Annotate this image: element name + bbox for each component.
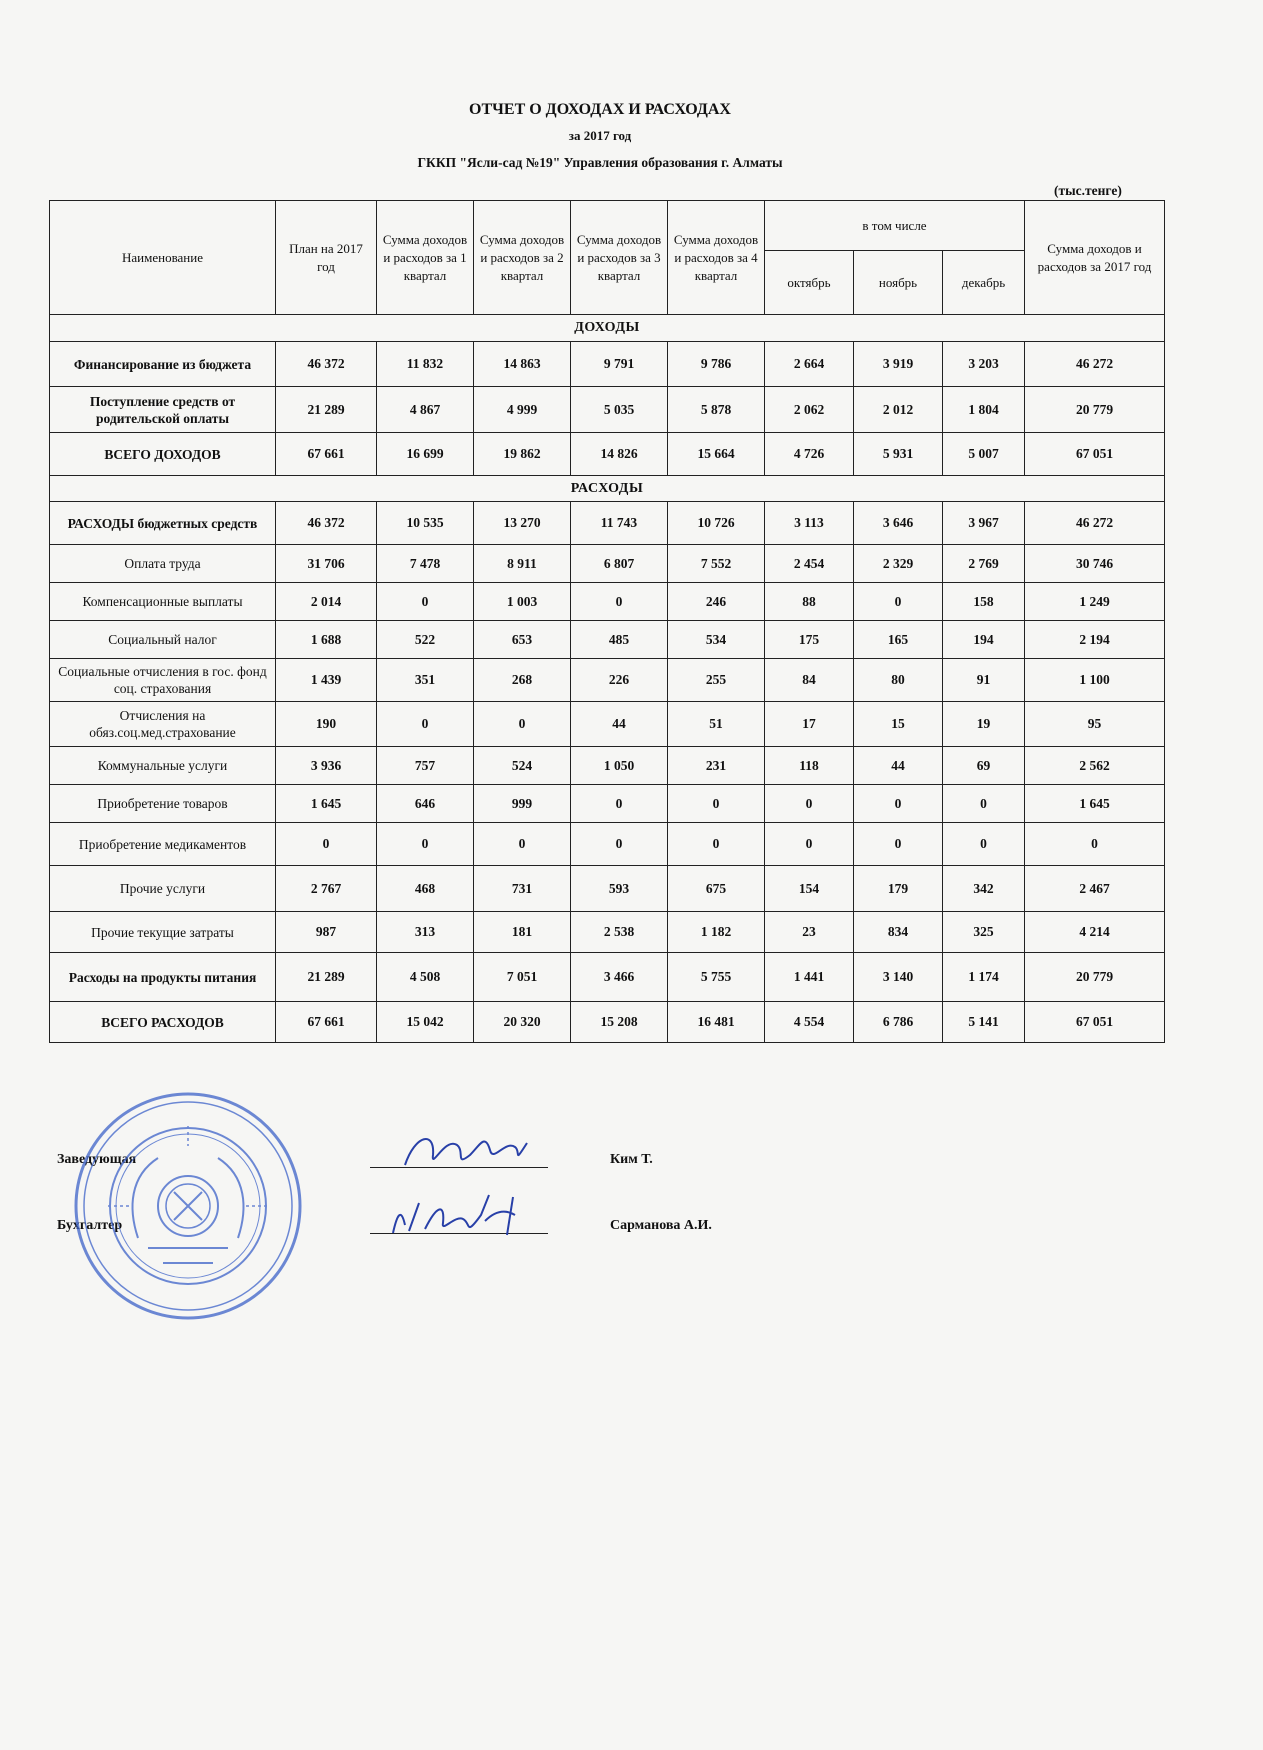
table-row <box>50 953 1165 1002</box>
cell-value: 1 804 <box>943 387 1025 433</box>
table-row <box>50 866 1165 912</box>
header-q2: Сумма доходов и расходов за 2 квартал <box>474 201 571 315</box>
header-november: ноябрь <box>854 251 943 315</box>
cell-value: 19 862 <box>474 433 571 476</box>
report-period: за 2017 год <box>568 128 632 143</box>
income-expense-table <box>49 200 1165 1043</box>
cell-value: 999 <box>474 785 571 823</box>
cell-value: 1 249 <box>1025 583 1165 621</box>
organization-name: ГККП "Ясли-сад №19" Управления образования г. Алматы <box>417 155 783 170</box>
cell-value: 3 967 <box>943 502 1025 545</box>
cell-value: 0 <box>943 785 1025 823</box>
report-title: ОТЧЕТ О ДОХОДАХ И РАСХОДАХ <box>469 101 731 118</box>
cell-value: 1 645 <box>1025 785 1165 823</box>
cell-value: 7 051 <box>474 953 571 1002</box>
row-name: Социальный налог <box>50 621 276 659</box>
cell-value: 1 441 <box>765 953 854 1002</box>
cell-value: 80 <box>854 659 943 702</box>
cell-value: 13 270 <box>474 502 571 545</box>
cell-value: 181 <box>474 912 571 953</box>
cell-value: 0 <box>765 785 854 823</box>
cell-value: 313 <box>377 912 474 953</box>
row-name: Отчисления на обяз.соц.мед.страхование <box>50 702 276 747</box>
cell-value: 10 726 <box>668 502 765 545</box>
cell-value: 1 688 <box>276 621 377 659</box>
cell-value: 6 786 <box>854 1002 943 1043</box>
cell-value: 9 791 <box>571 342 668 387</box>
cell-value: 2 562 <box>1025 747 1165 785</box>
cell-value: 46 372 <box>276 342 377 387</box>
table-row <box>50 583 1165 621</box>
table-row <box>50 785 1165 823</box>
cell-value: 1 182 <box>668 912 765 953</box>
cell-value: 11 743 <box>571 502 668 545</box>
units-label: (тыс.тенге) <box>1054 183 1122 198</box>
cell-value: 0 <box>571 823 668 866</box>
income-section-header <box>50 315 1165 342</box>
cell-value: 20 779 <box>1025 387 1165 433</box>
cell-value: 325 <box>943 912 1025 953</box>
row-name: Расходы на продукты питания <box>50 953 276 1002</box>
cell-value: 3 936 <box>276 747 377 785</box>
cell-value: 987 <box>276 912 377 953</box>
cell-value: 21 289 <box>276 953 377 1002</box>
cell-value: 757 <box>377 747 474 785</box>
cell-value: 226 <box>571 659 668 702</box>
table-row <box>50 702 1165 747</box>
cell-value: 593 <box>571 866 668 912</box>
income-section-header-label: ДОХОДЫ <box>50 315 1165 342</box>
row-name: Компенсационные выплаты <box>50 583 276 621</box>
cell-value: 2 467 <box>1025 866 1165 912</box>
cell-value: 190 <box>276 702 377 747</box>
cell-value: 0 <box>854 823 943 866</box>
cell-value: 44 <box>571 702 668 747</box>
cell-value: 646 <box>377 785 474 823</box>
cell-value: 0 <box>474 823 571 866</box>
cell-value: 675 <box>668 866 765 912</box>
cell-value: 0 <box>854 583 943 621</box>
cell-value: 0 <box>377 823 474 866</box>
head-label: Заведующая <box>57 1152 137 1167</box>
row-name: ВСЕГО ДОХОДОВ <box>50 433 276 476</box>
table-row <box>50 502 1165 545</box>
table-row <box>50 545 1165 583</box>
row-name: Поступление средств от родительской оплаты <box>50 387 276 433</box>
official-stamp <box>68 1088 308 1324</box>
cell-value: 342 <box>943 866 1025 912</box>
cell-value: 31 706 <box>276 545 377 583</box>
cell-value: 1 439 <box>276 659 377 702</box>
cell-value: 158 <box>943 583 1025 621</box>
cell-value: 524 <box>474 747 571 785</box>
cell-value: 5 878 <box>668 387 765 433</box>
cell-value: 175 <box>765 621 854 659</box>
accountant-label: Бухгалтер <box>57 1218 123 1233</box>
cell-value: 23 <box>765 912 854 953</box>
table-row <box>50 387 1165 433</box>
cell-value: 0 <box>276 823 377 866</box>
cell-value: 1 050 <box>571 747 668 785</box>
cell-value: 653 <box>474 621 571 659</box>
cell-value: 3 466 <box>571 953 668 1002</box>
cell-value: 88 <box>765 583 854 621</box>
cell-value: 9 786 <box>668 342 765 387</box>
cell-value: 17 <box>765 702 854 747</box>
cell-value: 1 645 <box>276 785 377 823</box>
row-name: Прочие услуги <box>50 866 276 912</box>
cell-value: 351 <box>377 659 474 702</box>
cell-value: 0 <box>943 823 1025 866</box>
cell-value: 4 508 <box>377 953 474 1002</box>
cell-value: 0 <box>854 785 943 823</box>
cell-value: 46 272 <box>1025 502 1165 545</box>
cell-value: 67 661 <box>276 1002 377 1043</box>
table-row <box>50 342 1165 387</box>
cell-value: 14 826 <box>571 433 668 476</box>
cell-value: 194 <box>943 621 1025 659</box>
cell-value: 3 140 <box>854 953 943 1002</box>
cell-value: 0 <box>668 823 765 866</box>
row-name: Финансирование из бюджета <box>50 342 276 387</box>
cell-value: 4 999 <box>474 387 571 433</box>
cell-value: 3 203 <box>943 342 1025 387</box>
cell-value: 95 <box>1025 702 1165 747</box>
cell-value: 16 699 <box>377 433 474 476</box>
cell-value: 0 <box>668 785 765 823</box>
header-q4: Сумма доходов и расходов за 4 квартал <box>668 201 765 315</box>
cell-value: 468 <box>377 866 474 912</box>
header-q1: Сумма доходов и расходов за 1 квартал <box>377 201 474 315</box>
cell-value: 16 481 <box>668 1002 765 1043</box>
cell-value: 5 931 <box>854 433 943 476</box>
cell-value: 19 <box>943 702 1025 747</box>
expense-section-header-label: РАСХОДЫ <box>50 476 1165 502</box>
cell-value: 5 035 <box>571 387 668 433</box>
cell-value: 69 <box>943 747 1025 785</box>
cell-value: 165 <box>854 621 943 659</box>
cell-value: 0 <box>1025 823 1165 866</box>
cell-value: 231 <box>668 747 765 785</box>
table-row <box>50 747 1165 785</box>
cell-value: 4 867 <box>377 387 474 433</box>
cell-value: 2 014 <box>276 583 377 621</box>
cell-value: 2 329 <box>854 545 943 583</box>
cell-value: 5 755 <box>668 953 765 1002</box>
cell-value: 5 007 <box>943 433 1025 476</box>
cell-value: 3 919 <box>854 342 943 387</box>
cell-value: 246 <box>668 583 765 621</box>
row-name: Прочие текущие затраты <box>50 912 276 953</box>
cell-value: 2 538 <box>571 912 668 953</box>
table-row <box>50 823 1165 866</box>
cell-value: 10 535 <box>377 502 474 545</box>
cell-value: 731 <box>474 866 571 912</box>
cell-value: 30 746 <box>1025 545 1165 583</box>
cell-value: 1 003 <box>474 583 571 621</box>
cell-value: 15 <box>854 702 943 747</box>
accountant-name: Сарманова А.И. <box>610 1218 712 1233</box>
cell-value: 11 832 <box>377 342 474 387</box>
cell-value: 534 <box>668 621 765 659</box>
cell-value: 0 <box>474 702 571 747</box>
head-name: Ким Т. <box>610 1152 653 1167</box>
head-signature <box>395 1125 535 1175</box>
cell-value: 67 051 <box>1025 433 1165 476</box>
cell-value: 834 <box>854 912 943 953</box>
cell-value: 46 272 <box>1025 342 1165 387</box>
row-name: Приобретение медикаментов <box>50 823 276 866</box>
cell-value: 2 194 <box>1025 621 1165 659</box>
cell-value: 4 214 <box>1025 912 1165 953</box>
table-row <box>50 621 1165 659</box>
cell-value: 46 372 <box>276 502 377 545</box>
row-name: Оплата труда <box>50 545 276 583</box>
cell-value: 154 <box>765 866 854 912</box>
cell-value: 91 <box>943 659 1025 702</box>
cell-value: 0 <box>377 583 474 621</box>
cell-value: 4 726 <box>765 433 854 476</box>
header-name: Наименование <box>50 201 276 315</box>
cell-value: 0 <box>571 785 668 823</box>
cell-value: 20 320 <box>474 1002 571 1043</box>
cell-value: 84 <box>765 659 854 702</box>
cell-value: 14 863 <box>474 342 571 387</box>
cell-value: 179 <box>854 866 943 912</box>
cell-value: 2 769 <box>943 545 1025 583</box>
cell-value: 44 <box>854 747 943 785</box>
cell-value: 51 <box>668 702 765 747</box>
cell-value: 67 051 <box>1025 1002 1165 1043</box>
cell-value: 2 062 <box>765 387 854 433</box>
cell-value: 20 779 <box>1025 953 1165 1002</box>
cell-value: 6 807 <box>571 545 668 583</box>
row-name: Коммунальные услуги <box>50 747 276 785</box>
cell-value: 3 113 <box>765 502 854 545</box>
row-name: Социальные отчисления в гос. фонд соц. страхования <box>50 659 276 702</box>
header-december: декабрь <box>943 251 1025 315</box>
cell-value: 0 <box>377 702 474 747</box>
table-row <box>50 912 1165 953</box>
cell-value: 485 <box>571 621 668 659</box>
cell-value: 522 <box>377 621 474 659</box>
row-name: Приобретение товаров <box>50 785 276 823</box>
cell-value: 0 <box>765 823 854 866</box>
header-plan: План на 2017 год <box>276 201 377 315</box>
accountant-signature <box>385 1185 545 1245</box>
table-row <box>50 659 1165 702</box>
cell-value: 21 289 <box>276 387 377 433</box>
header-october: октябрь <box>765 251 854 315</box>
cell-value: 2 664 <box>765 342 854 387</box>
table-row <box>50 433 1165 476</box>
cell-value: 67 661 <box>276 433 377 476</box>
cell-value: 4 554 <box>765 1002 854 1043</box>
cell-value: 118 <box>765 747 854 785</box>
row-name: ВСЕГО РАСХОДОВ <box>50 1002 276 1043</box>
cell-value: 5 141 <box>943 1002 1025 1043</box>
cell-value: 268 <box>474 659 571 702</box>
cell-value: 2 012 <box>854 387 943 433</box>
header-q3: Сумма доходов и расходов за 3 квартал <box>571 201 668 315</box>
cell-value: 1 174 <box>943 953 1025 1002</box>
cell-value: 3 646 <box>854 502 943 545</box>
cell-value: 15 042 <box>377 1002 474 1043</box>
cell-value: 7 478 <box>377 545 474 583</box>
expense-section-header <box>50 476 1165 502</box>
row-name: РАСХОДЫ бюджетных средств <box>50 502 276 545</box>
cell-value: 8 911 <box>474 545 571 583</box>
cell-value: 2 454 <box>765 545 854 583</box>
cell-value: 0 <box>571 583 668 621</box>
cell-value: 7 552 <box>668 545 765 583</box>
cell-value: 2 767 <box>276 866 377 912</box>
cell-value: 15 208 <box>571 1002 668 1043</box>
table-row <box>50 1002 1165 1043</box>
header-year: Сумма доходов и расходов за 2017 год <box>1025 201 1165 315</box>
cell-value: 255 <box>668 659 765 702</box>
header-including: в том числе <box>765 201 1025 251</box>
cell-value: 15 664 <box>668 433 765 476</box>
cell-value: 1 100 <box>1025 659 1165 702</box>
